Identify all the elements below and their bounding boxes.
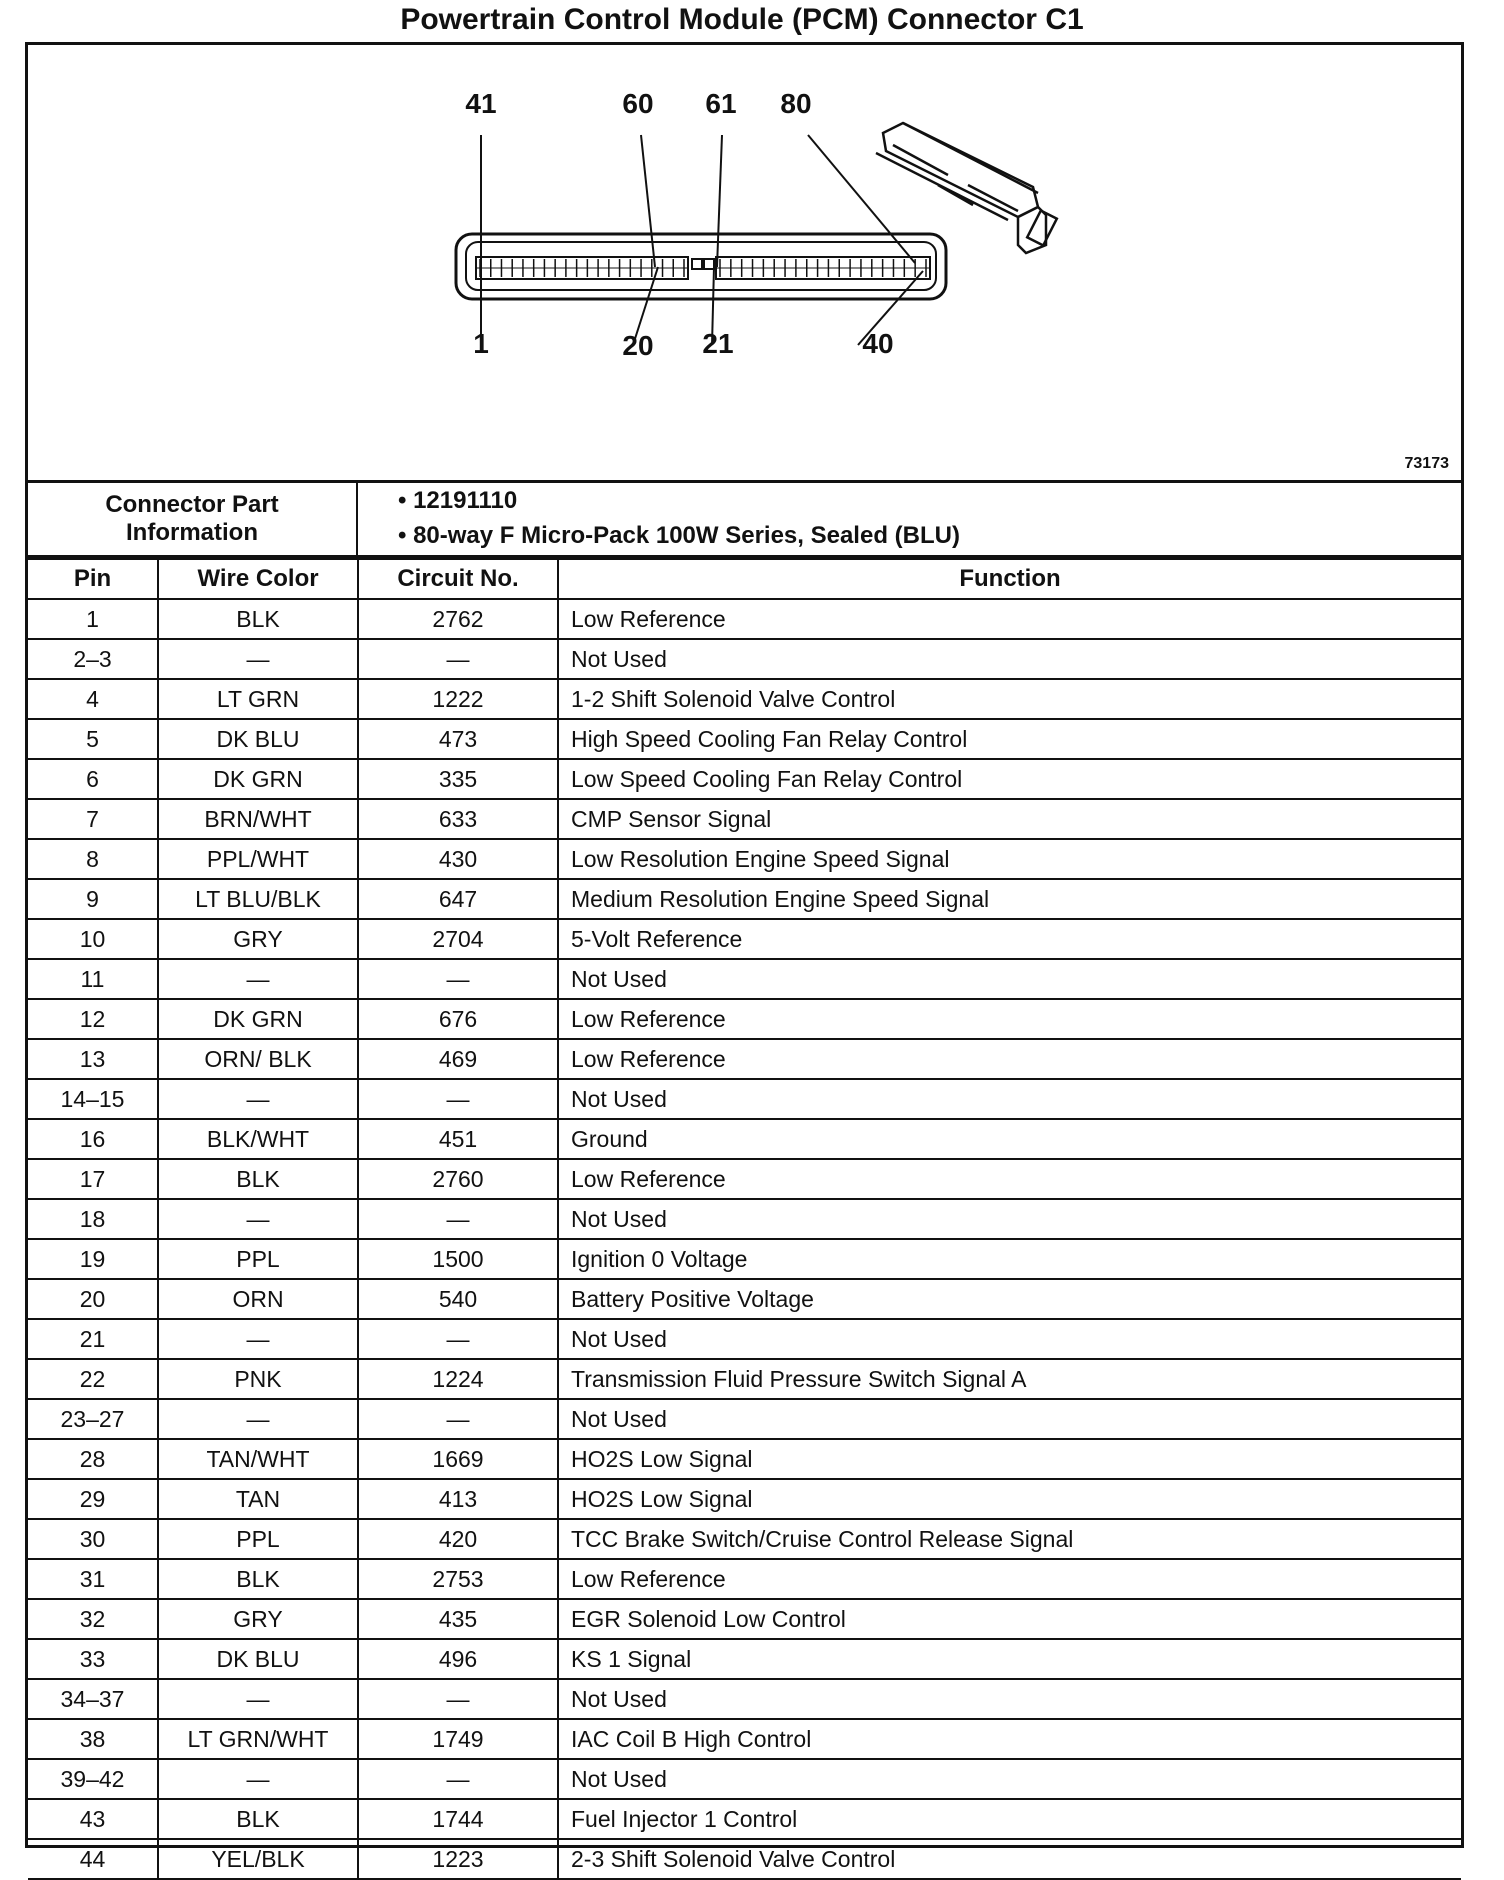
connector-table-frame bbox=[25, 42, 1464, 1872]
circuit-cell: — bbox=[358, 1079, 558, 1119]
function-cell: Fuel Injector 1 Control bbox=[558, 1799, 1461, 1839]
circuit-cell: 413 bbox=[358, 1479, 558, 1519]
pin-cell: 2–3 bbox=[28, 639, 158, 679]
wire-color-cell: BLK/WHT bbox=[158, 1119, 358, 1159]
wire-color-cell: BLK bbox=[158, 1159, 358, 1199]
wire-color-cell: — bbox=[158, 1079, 358, 1119]
pin-cell: 34–37 bbox=[28, 1679, 158, 1719]
function-cell: Battery Positive Voltage bbox=[558, 1279, 1461, 1319]
pin-cell: 5 bbox=[28, 719, 158, 759]
table-row bbox=[28, 959, 1461, 999]
function-cell: Low Reference bbox=[558, 999, 1461, 1039]
function-cell: Transmission Fluid Pressure Switch Signal A bbox=[558, 1359, 1461, 1399]
header-circuit-no: Circuit No. bbox=[358, 559, 558, 599]
pin-label-20: 20 bbox=[622, 330, 654, 361]
pin-cell: 6 bbox=[28, 759, 158, 799]
function-cell: Ignition 0 Voltage bbox=[558, 1239, 1461, 1279]
wire-color-cell: ORN/ BLK bbox=[158, 1039, 358, 1079]
table-row bbox=[28, 639, 1461, 679]
table-row bbox=[28, 839, 1461, 879]
wire-color-cell: PPL bbox=[158, 1519, 358, 1559]
circuit-cell: 2753 bbox=[358, 1559, 558, 1599]
table-row bbox=[28, 679, 1461, 719]
pin-cell: 13 bbox=[28, 1039, 158, 1079]
function-cell: CMP Sensor Signal bbox=[558, 799, 1461, 839]
function-cell: High Speed Cooling Fan Relay Control bbox=[558, 719, 1461, 759]
header-wire-color: Wire Color bbox=[158, 559, 358, 599]
wire-color-cell: BRN/WHT bbox=[158, 799, 358, 839]
pinout-table bbox=[28, 558, 1461, 1880]
function-cell: 1-2 Shift Solenoid Valve Control bbox=[558, 679, 1461, 719]
pin-cell: 20 bbox=[28, 1279, 158, 1319]
circuit-cell: — bbox=[358, 1679, 558, 1719]
pin-cell: 8 bbox=[28, 839, 158, 879]
header-function: Function bbox=[558, 559, 1461, 599]
connector-description: • 80-way F Micro-Pack 100W Series, Sealed (BLU) bbox=[398, 522, 960, 549]
function-cell: 5-Volt Reference bbox=[558, 919, 1461, 959]
circuit-cell: 2760 bbox=[358, 1159, 558, 1199]
wire-color-cell: LT GRN bbox=[158, 679, 358, 719]
table-row bbox=[28, 719, 1461, 759]
wire-color-cell: DK GRN bbox=[158, 759, 358, 799]
table-row bbox=[28, 1479, 1461, 1519]
pin-cell: 11 bbox=[28, 959, 158, 999]
circuit-cell: 647 bbox=[358, 879, 558, 919]
wire-color-cell: — bbox=[158, 1759, 358, 1799]
table-row bbox=[28, 1399, 1461, 1439]
table-row bbox=[28, 1839, 1461, 1879]
table-row bbox=[28, 1639, 1461, 1679]
table-row bbox=[28, 1519, 1461, 1559]
function-cell: EGR Solenoid Low Control bbox=[558, 1599, 1461, 1639]
wire-color-cell: TAN bbox=[158, 1479, 358, 1519]
function-cell: Not Used bbox=[558, 959, 1461, 999]
circuit-cell: 1749 bbox=[358, 1719, 558, 1759]
circuit-cell: — bbox=[358, 639, 558, 679]
pin-cell: 43 bbox=[28, 1799, 158, 1839]
part-number: • 12191110 bbox=[398, 487, 518, 514]
table-row bbox=[28, 1199, 1461, 1239]
wire-color-cell: PPL bbox=[158, 1239, 358, 1279]
pin-cell: 19 bbox=[28, 1239, 158, 1279]
function-cell: Ground bbox=[558, 1119, 1461, 1159]
pin-label-80: 80 bbox=[780, 88, 812, 119]
wire-color-cell: DK GRN bbox=[158, 999, 358, 1039]
pin-cell: 7 bbox=[28, 799, 158, 839]
table-row bbox=[28, 1599, 1461, 1639]
function-cell: Low Resolution Engine Speed Signal bbox=[558, 839, 1461, 879]
function-cell: Medium Resolution Engine Speed Signal bbox=[558, 879, 1461, 919]
circuit-cell: 435 bbox=[358, 1599, 558, 1639]
function-cell: Not Used bbox=[558, 639, 1461, 679]
page-title: Powertrain Control Module (PCM) Connector C1 bbox=[400, 3, 1084, 36]
wire-color-cell: — bbox=[158, 1199, 358, 1239]
pin-cell: 21 bbox=[28, 1319, 158, 1359]
pin-label-21: 21 bbox=[702, 328, 734, 359]
pin-cell: 18 bbox=[28, 1199, 158, 1239]
pin-cell: 33 bbox=[28, 1639, 158, 1679]
table-row bbox=[28, 1799, 1461, 1839]
table-row bbox=[28, 1279, 1461, 1319]
function-cell: Low Reference bbox=[558, 599, 1461, 639]
circuit-cell: — bbox=[358, 1199, 558, 1239]
connector-part-info-label: Connector Part Information bbox=[28, 483, 358, 555]
function-cell: HO2S Low Signal bbox=[558, 1439, 1461, 1479]
function-cell: KS 1 Signal bbox=[558, 1639, 1461, 1679]
pin-cell: 38 bbox=[28, 1719, 158, 1759]
pin-cell: 1 bbox=[28, 599, 158, 639]
wire-color-cell: YEL/BLK bbox=[158, 1839, 358, 1879]
function-cell: Not Used bbox=[558, 1679, 1461, 1719]
circuit-cell: 430 bbox=[358, 839, 558, 879]
pin-cell: 23–27 bbox=[28, 1399, 158, 1439]
connector-drawing bbox=[28, 45, 1461, 477]
circuit-cell: 1669 bbox=[358, 1439, 558, 1479]
pin-cell: 31 bbox=[28, 1559, 158, 1599]
connector-diagram bbox=[28, 45, 1461, 483]
circuit-cell: — bbox=[358, 1399, 558, 1439]
connector-part-info bbox=[28, 483, 1461, 558]
wire-color-cell: BLK bbox=[158, 599, 358, 639]
circuit-cell: 2704 bbox=[358, 919, 558, 959]
pin-cell: 10 bbox=[28, 919, 158, 959]
pin-cell: 28 bbox=[28, 1439, 158, 1479]
wire-color-cell: LT BLU/BLK bbox=[158, 879, 358, 919]
function-cell: Not Used bbox=[558, 1319, 1461, 1359]
wire-color-cell: BLK bbox=[158, 1799, 358, 1839]
wire-color-cell: ORN bbox=[158, 1279, 358, 1319]
circuit-cell: 451 bbox=[358, 1119, 558, 1159]
function-cell: Not Used bbox=[558, 1759, 1461, 1799]
table-row bbox=[28, 1239, 1461, 1279]
circuit-cell: 1224 bbox=[358, 1359, 558, 1399]
circuit-cell: 420 bbox=[358, 1519, 558, 1559]
pin-cell: 4 bbox=[28, 679, 158, 719]
pin-cell: 12 bbox=[28, 999, 158, 1039]
wire-color-cell: GRY bbox=[158, 1599, 358, 1639]
pin-label-40: 40 bbox=[862, 328, 894, 359]
table-row bbox=[28, 1039, 1461, 1079]
pinout-table-body bbox=[28, 599, 1461, 1879]
pin-cell: 22 bbox=[28, 1359, 158, 1399]
pin-cell: 32 bbox=[28, 1599, 158, 1639]
header-pin: Pin bbox=[28, 559, 158, 599]
table-row bbox=[28, 1359, 1461, 1399]
wire-color-cell: DK BLU bbox=[158, 719, 358, 759]
table-row bbox=[28, 1159, 1461, 1199]
function-cell: 2-3 Shift Solenoid Valve Control bbox=[558, 1839, 1461, 1879]
circuit-cell: 540 bbox=[358, 1279, 558, 1319]
table-row bbox=[28, 599, 1461, 639]
wire-color-cell: — bbox=[158, 1679, 358, 1719]
table-row bbox=[28, 1719, 1461, 1759]
wire-color-cell: LT GRN/WHT bbox=[158, 1719, 358, 1759]
pin-cell: 30 bbox=[28, 1519, 158, 1559]
function-cell: Not Used bbox=[558, 1079, 1461, 1119]
function-cell: Low Speed Cooling Fan Relay Control bbox=[558, 759, 1461, 799]
pin-cell: 29 bbox=[28, 1479, 158, 1519]
pin-label-1: 1 bbox=[473, 328, 489, 359]
wire-color-cell: DK BLU bbox=[158, 1639, 358, 1679]
circuit-cell: 1222 bbox=[358, 679, 558, 719]
table-row bbox=[28, 1319, 1461, 1359]
function-cell: Low Reference bbox=[558, 1559, 1461, 1599]
table-row bbox=[28, 1759, 1461, 1799]
circuit-cell: 1744 bbox=[358, 1799, 558, 1839]
pin-label-61: 61 bbox=[705, 88, 737, 119]
table-row bbox=[28, 1079, 1461, 1119]
table-row bbox=[28, 1679, 1461, 1719]
table-row bbox=[28, 879, 1461, 919]
wire-color-cell: — bbox=[158, 1399, 358, 1439]
function-cell: Not Used bbox=[558, 1399, 1461, 1439]
table-row bbox=[28, 759, 1461, 799]
circuit-cell: 1500 bbox=[358, 1239, 558, 1279]
wire-color-cell: — bbox=[158, 1319, 358, 1359]
function-cell: Not Used bbox=[558, 1199, 1461, 1239]
table-header-row bbox=[28, 559, 1461, 599]
pin-cell: 14–15 bbox=[28, 1079, 158, 1119]
table-row bbox=[28, 799, 1461, 839]
function-cell: HO2S Low Signal bbox=[558, 1479, 1461, 1519]
circuit-cell: 633 bbox=[358, 799, 558, 839]
circuit-cell: 2762 bbox=[358, 599, 558, 639]
function-cell: TCC Brake Switch/Cruise Control Release Signal bbox=[558, 1519, 1461, 1559]
circuit-cell: 335 bbox=[358, 759, 558, 799]
circuit-cell: 473 bbox=[358, 719, 558, 759]
circuit-cell: — bbox=[358, 959, 558, 999]
function-cell: Low Reference bbox=[558, 1039, 1461, 1079]
function-cell: IAC Coil B High Control bbox=[558, 1719, 1461, 1759]
wire-color-cell: GRY bbox=[158, 919, 358, 959]
function-cell: Low Reference bbox=[558, 1159, 1461, 1199]
circuit-cell: 676 bbox=[358, 999, 558, 1039]
connector-part-info-list bbox=[358, 483, 1461, 555]
pin-cell: 9 bbox=[28, 879, 158, 919]
pin-cell: 44 bbox=[28, 1839, 158, 1879]
table-row bbox=[28, 1559, 1461, 1599]
pin-cell: 16 bbox=[28, 1119, 158, 1159]
pin-cell: 39–42 bbox=[28, 1759, 158, 1799]
pin-label-60: 60 bbox=[622, 88, 654, 119]
circuit-cell: — bbox=[358, 1759, 558, 1799]
wire-color-cell: TAN/WHT bbox=[158, 1439, 358, 1479]
table-row bbox=[28, 919, 1461, 959]
wire-color-cell: PPL/WHT bbox=[158, 839, 358, 879]
table-row bbox=[28, 1439, 1461, 1479]
table-row bbox=[28, 1119, 1461, 1159]
circuit-cell: — bbox=[358, 1319, 558, 1359]
wire-color-cell: BLK bbox=[158, 1559, 358, 1599]
wire-color-cell: PNK bbox=[158, 1359, 358, 1399]
table-row bbox=[28, 999, 1461, 1039]
circuit-cell: 496 bbox=[358, 1639, 558, 1679]
pin-cell: 17 bbox=[28, 1159, 158, 1199]
wire-color-cell: — bbox=[158, 959, 358, 999]
wire-color-cell: — bbox=[158, 639, 358, 679]
pin-leader-lines bbox=[481, 135, 923, 345]
circuit-cell: 1223 bbox=[358, 1839, 558, 1879]
figure-id: 73173 bbox=[1404, 455, 1449, 472]
pin-label-41: 41 bbox=[465, 88, 497, 119]
circuit-cell: 469 bbox=[358, 1039, 558, 1079]
